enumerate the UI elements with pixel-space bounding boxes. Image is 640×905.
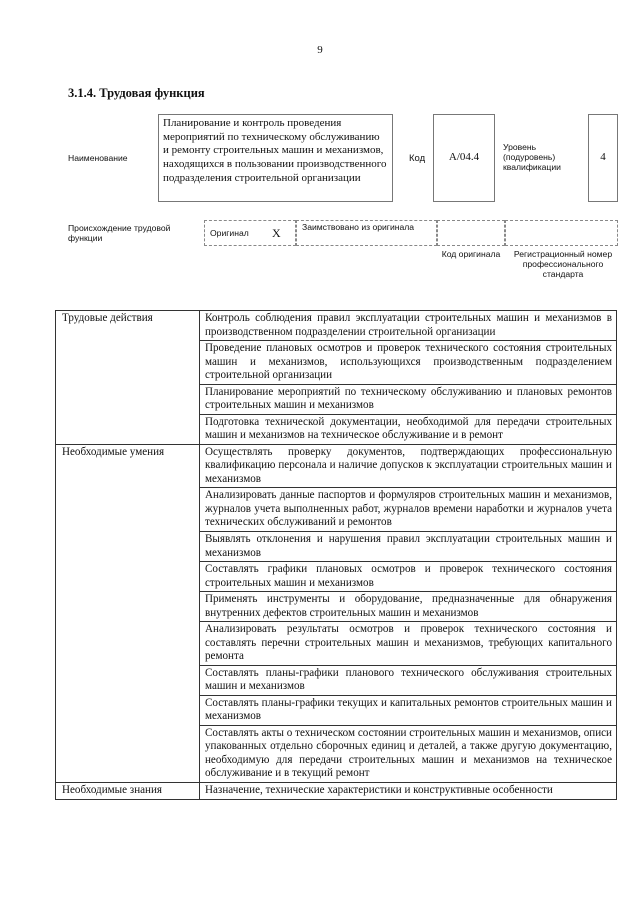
list-item: Выявлять отклонения и нарушения правил эксплуатации строительных машин и механизмов (200, 531, 617, 561)
name-label: Наименование (68, 153, 128, 163)
list-item: Анализировать результаты осмотров и проверок технического состояния и составлять перечни строительных машин и механизмов, требующих капитального ремонта (200, 622, 617, 666)
list-item: Составлять планы-графики планового технического обслуживания строительных машин и механизмов (200, 665, 617, 695)
section-title: 3.1.4. Трудовая функция (68, 86, 205, 100)
list-item: Планирование мероприятий по техническому обслуживанию и плановых ремонтов строительных машин и механизмов (200, 384, 617, 414)
list-item: Анализировать данные паспортов и формуляров строительных машин и механизмов, журналов учета выполненных работ, журналов времени наработки и журналов учета технических обслуживаний и ремонтов (200, 488, 617, 532)
code-original-cell (437, 220, 505, 246)
function-name-box: Планирование и контроль проведения мероприятий по техническому обслуживанию и ремонту строительных машин и механизмов, находящихся в пользовании производственного подразделения строительной организации (158, 114, 393, 202)
list-item: Составлять планы-графики текущих и капитальных ремонтов строительных машин и механизмов (200, 695, 617, 725)
section-label: Трудовые действия (56, 311, 200, 445)
list-item: Осуществлять проверку документов, подтверждающих профессиональную квалификацию персонала и наличие допусков к эксплуатации строительных машин и механизмов (200, 444, 617, 488)
list-item: Назначение, технические характеристики и конструктивные особенности (200, 783, 617, 800)
origin-label: Происхождение трудовой функции (68, 223, 171, 243)
borrowed-label: Заимствовано из оригинала (302, 222, 415, 232)
borrowed-cell (296, 220, 437, 246)
level-label: Уровень (подуровень) квалификации (503, 142, 561, 172)
page-number: 9 (317, 44, 323, 56)
list-item: Составлять акты о техническом состоянии строительных машин и механизмов, описи упакованных отдельно сборочных единиц и деталей, а также другую документацию, необходимую для передачи строительных машин и механизмов на техническое обслуживание и в текущий ремонт (200, 725, 617, 782)
code-label: Код (409, 153, 426, 164)
function-details-table (55, 310, 617, 800)
original-cell (204, 220, 296, 246)
reg-number-cell (505, 220, 618, 246)
reg-number-caption: Регистрационный номер профессионального стандарта (513, 249, 613, 279)
list-item: Подготовка технической документации, необходимой для передачи строительных машин и механизмов на техническое обслуживание и в ремонт (200, 414, 617, 444)
table-row (56, 444, 617, 488)
code-value-box: A/04.4 (433, 114, 495, 202)
original-label: Оригинал (210, 228, 249, 238)
list-item: Проведение плановых осмотров и проверок технического состояния строительных машин и механизмов, использующихся производственным подразделением строительной организации (200, 341, 617, 385)
list-item: Контроль соблюдения правил эксплуатации строительных машин и механизмов в производственном подразделении строительной организации (200, 311, 617, 341)
section-label: Необходимые умения (56, 444, 200, 782)
code-original-caption: Код оригинала (441, 249, 501, 259)
table-row (56, 311, 617, 341)
original-mark: X (272, 226, 281, 240)
list-item: Составлять графики плановых осмотров и проверок технического состояния строительных машин и механизмов (200, 562, 617, 592)
table-row (56, 783, 617, 800)
section-label: Необходимые знания (56, 783, 200, 800)
level-value-box: 4 (588, 114, 618, 202)
list-item: Применять инструменты и оборудование, предназначенные для обнаружения внутренних дефектов строительных машин и механизмов (200, 592, 617, 622)
